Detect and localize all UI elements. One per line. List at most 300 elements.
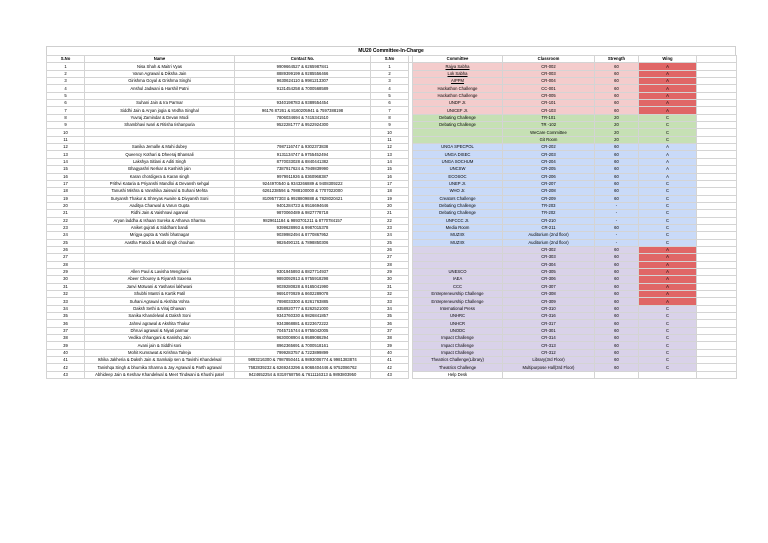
classroom: CR-207 bbox=[503, 180, 595, 187]
row-sno: 4 bbox=[47, 85, 85, 92]
strength: 60 bbox=[595, 188, 639, 195]
contact-number: 9909664527 & 6265987841 bbox=[235, 63, 371, 70]
contact-number: 9522281777 & 9522924300 bbox=[235, 122, 371, 129]
trailing-cell bbox=[697, 357, 737, 364]
contact-number: 9826490131 & 7898850306 bbox=[235, 239, 371, 246]
member-name: Dhruvi agrawal & Niyati parmar bbox=[85, 327, 235, 334]
classroom: CR-312 bbox=[503, 349, 595, 356]
classroom: CR-004 bbox=[503, 78, 595, 85]
table-row bbox=[47, 327, 737, 334]
contact-number: 7045715744 & 9755042005 bbox=[235, 327, 371, 334]
classroom: CR-307 bbox=[503, 283, 595, 290]
member-name: Mrigya gupta & Yashi bhatnagar bbox=[85, 232, 235, 239]
classroom: Auditorium (2nd floor) bbox=[503, 239, 595, 246]
contact-number: 8962365691 & 7000518161 bbox=[235, 342, 371, 349]
trailing-column bbox=[697, 56, 737, 63]
row-sno2: 37 bbox=[371, 327, 409, 334]
contact-number: 7987116747 & 9302373838 bbox=[235, 144, 371, 151]
classroom: CR-310 bbox=[503, 305, 595, 312]
strength: 60 bbox=[595, 342, 639, 349]
trailing-cell bbox=[697, 313, 737, 320]
wing: A bbox=[639, 291, 697, 298]
trailing-cell bbox=[697, 158, 737, 165]
strength: 60 bbox=[595, 100, 639, 107]
trailing-cell bbox=[697, 239, 737, 246]
member-name: Vedika chhangani & Kanishq Jain bbox=[85, 335, 235, 342]
committee-name: ECOSOC bbox=[413, 173, 503, 180]
classroom: CR-003 bbox=[503, 70, 595, 77]
wing: A bbox=[639, 283, 697, 290]
contact-number: 9301945893 & 8827714937 bbox=[235, 268, 371, 275]
strength: 60 bbox=[595, 173, 639, 180]
row-sno2: 27 bbox=[371, 254, 409, 261]
committee-name: UNHCR bbox=[413, 320, 503, 327]
member-name: Daksh Sethi & Viraj Dhawan bbox=[85, 305, 235, 312]
wing bbox=[639, 371, 697, 378]
row-sno: 21 bbox=[47, 210, 85, 217]
strength: 60 bbox=[595, 349, 639, 356]
member-name: Ishika Jakheria & Daksh Jain & Samkalp sen & Tavishi Khandelwal bbox=[85, 357, 235, 364]
header-sno: S.No bbox=[47, 56, 85, 63]
member-name: Bhagyashri Nerkar & Kashish jain bbox=[85, 166, 235, 173]
member-name: Lakshya Sitlani & Aditi Singh bbox=[85, 158, 235, 165]
trailing-cell bbox=[697, 195, 737, 202]
strength: 60 bbox=[595, 63, 639, 70]
table-row bbox=[47, 357, 737, 364]
contact-number: 96176 87261 & 8160205941 & 7597388198 bbox=[235, 107, 371, 114]
table-row bbox=[47, 291, 737, 298]
wing: A bbox=[639, 298, 697, 305]
member-name: Shubhi Mantri & Kartik Patil bbox=[85, 291, 235, 298]
row-sno: 6 bbox=[47, 100, 85, 107]
wing: C bbox=[639, 224, 697, 231]
strength: 60 bbox=[595, 144, 639, 151]
wing: C bbox=[639, 180, 697, 187]
contact-number: 9893092913 & 9755918298 bbox=[235, 276, 371, 283]
trailing-cell bbox=[697, 232, 737, 239]
row-sno2: 25 bbox=[371, 239, 409, 246]
wing: A bbox=[639, 85, 697, 92]
classroom: Git Room bbox=[503, 136, 595, 143]
wing: C bbox=[639, 349, 697, 356]
contact-number: 6261238594 & 7988100000 & 7707022000 bbox=[235, 188, 371, 195]
classroom: WeCare Committee bbox=[503, 129, 595, 136]
header-row bbox=[47, 56, 737, 63]
trailing-cell bbox=[697, 305, 737, 312]
classroom: CR-210 bbox=[503, 217, 595, 224]
table-row bbox=[47, 78, 737, 85]
wing: A bbox=[639, 144, 697, 151]
row-sno: 18 bbox=[47, 188, 85, 195]
trailing-cell bbox=[697, 261, 737, 268]
classroom: CR-202 bbox=[503, 144, 595, 151]
committee-name: Debating Challenge bbox=[413, 202, 503, 209]
classroom: CR-002 bbox=[503, 63, 595, 70]
row-sno: 30 bbox=[47, 276, 85, 283]
contact-number: 9870060489 & 9827778718 bbox=[235, 210, 371, 217]
classroom: CR-305 bbox=[503, 268, 595, 275]
row-sno: 28 bbox=[47, 261, 85, 268]
committee-name: UNDP Jr. bbox=[413, 100, 503, 107]
wing: A bbox=[639, 107, 697, 114]
table-row bbox=[47, 92, 737, 99]
strength: 60 bbox=[595, 78, 639, 85]
header-classroom: Classroom bbox=[503, 56, 595, 63]
committee-name bbox=[413, 129, 503, 136]
table-row bbox=[47, 239, 737, 246]
committee-name: UNGA SOCHUM bbox=[413, 158, 503, 165]
trailing-cell bbox=[697, 100, 737, 107]
committee-name: UNFCCC Jr. bbox=[413, 217, 503, 224]
trailing-cell bbox=[697, 327, 737, 334]
member-name: Karan chordigera & Karan singh bbox=[85, 173, 235, 180]
member-name: Suhani Agrawal & Akshita Vohra bbox=[85, 298, 235, 305]
contact-number bbox=[235, 92, 371, 99]
member-name: Girishma Goyal & Grishma Singhi bbox=[85, 78, 235, 85]
table-row bbox=[47, 144, 737, 151]
row-sno2: 10 bbox=[371, 129, 409, 136]
classroom: CR-317 bbox=[503, 320, 595, 327]
member-name: Tanushi Mishra & Vanshika Jaiswal & Suhani Mehta bbox=[85, 188, 235, 195]
strength: 60 bbox=[595, 268, 639, 275]
classroom: CR-306 bbox=[503, 276, 595, 283]
classroom: CR-301 bbox=[503, 327, 595, 334]
trailing-cell bbox=[697, 173, 737, 180]
classroom: CR-302 bbox=[503, 246, 595, 253]
table-row bbox=[47, 320, 737, 327]
table-row bbox=[47, 136, 737, 143]
wing: C bbox=[639, 239, 697, 246]
committee-name: Help Desk bbox=[413, 371, 503, 378]
wing: A bbox=[639, 276, 697, 283]
committee-name: Entrepreneurship Challenge bbox=[413, 298, 503, 305]
strength: 60 bbox=[595, 166, 639, 173]
wing: A bbox=[639, 254, 697, 261]
wing: A bbox=[639, 63, 697, 70]
contact-number: 8770033028 & 8840441382 bbox=[235, 158, 371, 165]
member-name: Nisa Shah & Maitri Vyas bbox=[85, 63, 235, 70]
table-row bbox=[47, 158, 737, 165]
committee-name: Debating Challenge bbox=[413, 122, 503, 129]
wing: C bbox=[639, 335, 697, 342]
strength bbox=[595, 371, 639, 378]
trailing-cell bbox=[697, 342, 737, 349]
table-row bbox=[47, 335, 737, 342]
row-sno: 31 bbox=[47, 283, 85, 290]
row-sno: 39 bbox=[47, 342, 85, 349]
classroom: CR-206 bbox=[503, 173, 595, 180]
trailing-cell bbox=[697, 298, 737, 305]
wing: A bbox=[639, 166, 697, 173]
contact-number: 9630008904 & 9589086294 bbox=[235, 335, 371, 342]
trailing-cell bbox=[697, 224, 737, 231]
trailing-cell bbox=[697, 320, 737, 327]
member-name: Aniket gujrati & Siddhant bandi bbox=[85, 224, 235, 231]
wing: C bbox=[639, 129, 697, 136]
contact-number: 9343760330 & 9826841857 bbox=[235, 313, 371, 320]
strength: 60 bbox=[595, 92, 639, 99]
strength: 60 bbox=[595, 276, 639, 283]
committee-name: UNEP Jr. bbox=[413, 180, 503, 187]
table-row bbox=[47, 173, 737, 180]
committee-name: Debating Challenge bbox=[413, 210, 503, 217]
row-sno: 3 bbox=[47, 78, 85, 85]
wing: A bbox=[639, 173, 697, 180]
header-name: Name bbox=[85, 56, 235, 63]
contact-number: 9691070929 & 8602289078 bbox=[235, 291, 371, 298]
committee-name: Theatrics Challenge(Library) bbox=[413, 357, 503, 364]
strength: 20 bbox=[595, 136, 639, 143]
strength: 20 bbox=[595, 129, 639, 136]
member-name: Aastha Patodi & Mudit singh chouhan bbox=[85, 239, 235, 246]
trailing-cell bbox=[697, 268, 737, 275]
trailing-cell bbox=[697, 107, 737, 114]
wing: C bbox=[639, 122, 697, 129]
member-name bbox=[85, 246, 235, 253]
row-sno2: 6 bbox=[371, 100, 409, 107]
wing: C bbox=[639, 210, 697, 217]
wing: C bbox=[639, 136, 697, 143]
strength: 60 bbox=[595, 327, 639, 334]
row-sno: 43 bbox=[47, 371, 85, 378]
trailing-cell bbox=[697, 371, 737, 378]
table-body bbox=[47, 63, 737, 379]
committee-name: Debating Challenge bbox=[413, 114, 503, 121]
wing: C bbox=[639, 327, 697, 334]
row-sno2: 3 bbox=[371, 78, 409, 85]
committee-name: IAEA bbox=[413, 276, 503, 283]
strength: 60 bbox=[595, 313, 639, 320]
contact-number: 9424652254 & 8319768756 & 7611116313 & 9893803950 bbox=[235, 371, 371, 378]
member-name bbox=[85, 261, 235, 268]
strength: 60 bbox=[595, 158, 639, 165]
row-sno: 9 bbox=[47, 122, 85, 129]
row-sno: 1 bbox=[47, 63, 85, 70]
row-sno: 38 bbox=[47, 335, 85, 342]
row-sno2: 14 bbox=[371, 158, 409, 165]
contact-number: 8889399199 & 9285556466 bbox=[235, 70, 371, 77]
row-sno: 5 bbox=[47, 92, 85, 99]
committee-table bbox=[46, 55, 737, 379]
row-sno: 37 bbox=[47, 327, 85, 334]
trailing-cell bbox=[697, 291, 737, 298]
strength: 60 bbox=[595, 70, 639, 77]
trailing-cell bbox=[697, 122, 737, 129]
row-sno2: 1 bbox=[371, 63, 409, 70]
trailing-cell bbox=[697, 364, 737, 371]
member-name: Sanika Jemalle & Mahi dubey bbox=[85, 144, 235, 151]
committee-name: Entrepreneurship Challenge bbox=[413, 291, 503, 298]
table-row bbox=[47, 313, 737, 320]
row-sno: 14 bbox=[47, 158, 85, 165]
contact-number bbox=[235, 129, 371, 136]
table-row bbox=[47, 151, 737, 158]
row-sno: 15 bbox=[47, 166, 85, 173]
classroom: CR-313 bbox=[503, 342, 595, 349]
row-sno: 20 bbox=[47, 202, 85, 209]
member-name: Aaditya Chanwal & Varun Gupta bbox=[85, 202, 235, 209]
wing: C bbox=[639, 305, 697, 312]
table-row bbox=[47, 298, 737, 305]
trailing-cell bbox=[697, 202, 737, 209]
committee-name bbox=[413, 261, 503, 268]
wing: A bbox=[639, 246, 697, 253]
row-sno: 24 bbox=[47, 232, 85, 239]
wing: A bbox=[639, 92, 697, 99]
table-row bbox=[47, 305, 737, 312]
sheet-title: MU20 Committee-In-Charge bbox=[46, 46, 736, 55]
header-strength: Strength bbox=[595, 56, 639, 63]
classroom: CC-001 bbox=[503, 85, 595, 92]
committee-name: Impact Challenge bbox=[413, 342, 503, 349]
row-sno2: 28 bbox=[371, 261, 409, 268]
classroom: CR-208 bbox=[503, 188, 595, 195]
table-row bbox=[47, 254, 737, 261]
committee-name: Impact Challenge bbox=[413, 335, 503, 342]
committee-name: International Press bbox=[413, 305, 503, 312]
row-sno2: 35 bbox=[371, 313, 409, 320]
strength: 60 bbox=[595, 305, 639, 312]
table-row bbox=[47, 224, 737, 231]
strength: 60 bbox=[595, 291, 639, 298]
member-name: Siddhi Jain & Aryan jogia & Vedha Singhal bbox=[85, 107, 235, 114]
trailing-cell bbox=[697, 246, 737, 253]
committee-name bbox=[413, 246, 503, 253]
wing: A bbox=[639, 268, 697, 275]
row-sno2: 22 bbox=[371, 217, 409, 224]
contact-number: 9039280828 & 9165041990 bbox=[235, 283, 371, 290]
row-sno2: 26 bbox=[371, 246, 409, 253]
contact-number: 7387917624 & 7949839990 bbox=[235, 166, 371, 173]
trailing-cell bbox=[697, 114, 737, 121]
classroom: TR-202 bbox=[503, 210, 595, 217]
strength: - bbox=[595, 210, 639, 217]
member-name: Prithvi Kataria & Priyanshi Mandloi & Devansh sehgal bbox=[85, 180, 235, 187]
classroom: Multipurpose Hall(3rd Floor) bbox=[503, 364, 595, 371]
classroom: CR-205 bbox=[503, 166, 595, 173]
classroom: CR-314 bbox=[503, 335, 595, 342]
committee-name: UNESCO bbox=[413, 268, 503, 275]
row-sno2: 2 bbox=[371, 70, 409, 77]
trailing-cell bbox=[697, 283, 737, 290]
table-row bbox=[47, 371, 737, 378]
table-row bbox=[47, 261, 737, 268]
contact-number bbox=[235, 136, 371, 143]
trailing-cell bbox=[697, 166, 737, 173]
strength: 60 bbox=[595, 224, 639, 231]
committee-name: Rajya Sabha bbox=[413, 63, 503, 70]
row-sno: 12 bbox=[47, 144, 85, 151]
row-sno: 27 bbox=[47, 254, 85, 261]
wing: C bbox=[639, 188, 697, 195]
strength: 60 bbox=[595, 246, 639, 253]
table-row bbox=[47, 129, 737, 136]
strength: 60 bbox=[595, 364, 639, 371]
strength: 60 bbox=[595, 195, 639, 202]
wing: C bbox=[639, 195, 697, 202]
contact-number: 7898033300 & 8261763885 bbox=[235, 298, 371, 305]
classroom: CR-303 bbox=[503, 254, 595, 261]
contact-number: 7999283757 & 7223899899 bbox=[235, 349, 371, 356]
row-sno: 35 bbox=[47, 313, 85, 320]
trailing-cell bbox=[697, 144, 737, 151]
contact-number bbox=[235, 261, 371, 268]
row-sno2: 19 bbox=[371, 195, 409, 202]
trailing-cell bbox=[697, 254, 737, 261]
committee-name bbox=[413, 136, 503, 143]
table-row bbox=[47, 122, 737, 129]
header-contact: Contact No. bbox=[235, 56, 371, 63]
row-sno2: 38 bbox=[371, 335, 409, 342]
committee-name: Lok Sabha bbox=[413, 70, 503, 77]
trailing-cell bbox=[697, 92, 737, 99]
committee-name: WHO Jr. bbox=[413, 188, 503, 195]
table-row bbox=[47, 85, 737, 92]
row-sno2: 15 bbox=[371, 166, 409, 173]
row-sno: 2 bbox=[47, 70, 85, 77]
table-row bbox=[47, 246, 737, 253]
strength: 60 bbox=[595, 85, 639, 92]
classroom: CR-316 bbox=[503, 313, 595, 320]
committee-name: UNGA SPECPOL bbox=[413, 144, 503, 151]
row-sno2: 7 bbox=[371, 107, 409, 114]
row-sno: 34 bbox=[47, 305, 85, 312]
classroom: CR-308 bbox=[503, 291, 595, 298]
committee-name: Theatrics Challenge bbox=[413, 364, 503, 371]
contact-number: 9131454258 & 7000568589 bbox=[235, 85, 371, 92]
contact-number: 9039982494 & 8770867952 bbox=[235, 232, 371, 239]
wing: C bbox=[639, 114, 697, 121]
row-sno2: 33 bbox=[371, 298, 409, 305]
member-name: Sanika Khandelwal & Daksh Soni bbox=[85, 313, 235, 320]
contact-number: 9343868881 & 8223672222 bbox=[235, 320, 371, 327]
strength: - bbox=[595, 217, 639, 224]
contact-number: 9893216300 & 7987850441 & 9893006774 & 9981383874 bbox=[235, 357, 371, 364]
trailing-cell bbox=[697, 70, 737, 77]
contact-number: 8358920777 & 8262521000 bbox=[235, 305, 371, 312]
row-sno2: 16 bbox=[371, 173, 409, 180]
spreadsheet bbox=[46, 46, 736, 379]
table-row bbox=[47, 210, 737, 217]
trailing-cell bbox=[697, 78, 737, 85]
contact-number: 9244970540 & 9343266889 & 9408309222 bbox=[235, 180, 371, 187]
classroom: CR-209 bbox=[503, 195, 595, 202]
row-sno2: 41 bbox=[371, 357, 409, 364]
contact-number: 9131134747 & 9755452494 bbox=[235, 151, 371, 158]
row-sno2: 12 bbox=[371, 144, 409, 151]
strength: 60 bbox=[595, 261, 639, 268]
member-name: Varun Agrawal & Diksha Jain bbox=[85, 70, 235, 77]
trailing-cell bbox=[697, 210, 737, 217]
table-row bbox=[47, 63, 737, 70]
row-sno2: 17 bbox=[371, 180, 409, 187]
row-sno: 23 bbox=[47, 224, 85, 231]
row-sno2: 24 bbox=[371, 232, 409, 239]
row-sno2: 4 bbox=[371, 85, 409, 92]
row-sno: 33 bbox=[47, 298, 85, 305]
contact-number: 7806034694 & 7415341510 bbox=[235, 114, 371, 121]
table-row bbox=[47, 232, 737, 239]
member-name: Yuvraj Zamindar & Devan Modi bbox=[85, 114, 235, 121]
wing: C bbox=[639, 202, 697, 209]
strength: 60 bbox=[595, 254, 639, 261]
table-row bbox=[47, 364, 737, 371]
member-name: Suhani Jain & Ira Parmar bbox=[85, 100, 235, 107]
row-sno2: 11 bbox=[371, 136, 409, 143]
member-name: Queency Kothari & Dheeraj Bhansali bbox=[85, 151, 235, 158]
table-row bbox=[47, 166, 737, 173]
committee-name: MUZIIX bbox=[413, 239, 503, 246]
